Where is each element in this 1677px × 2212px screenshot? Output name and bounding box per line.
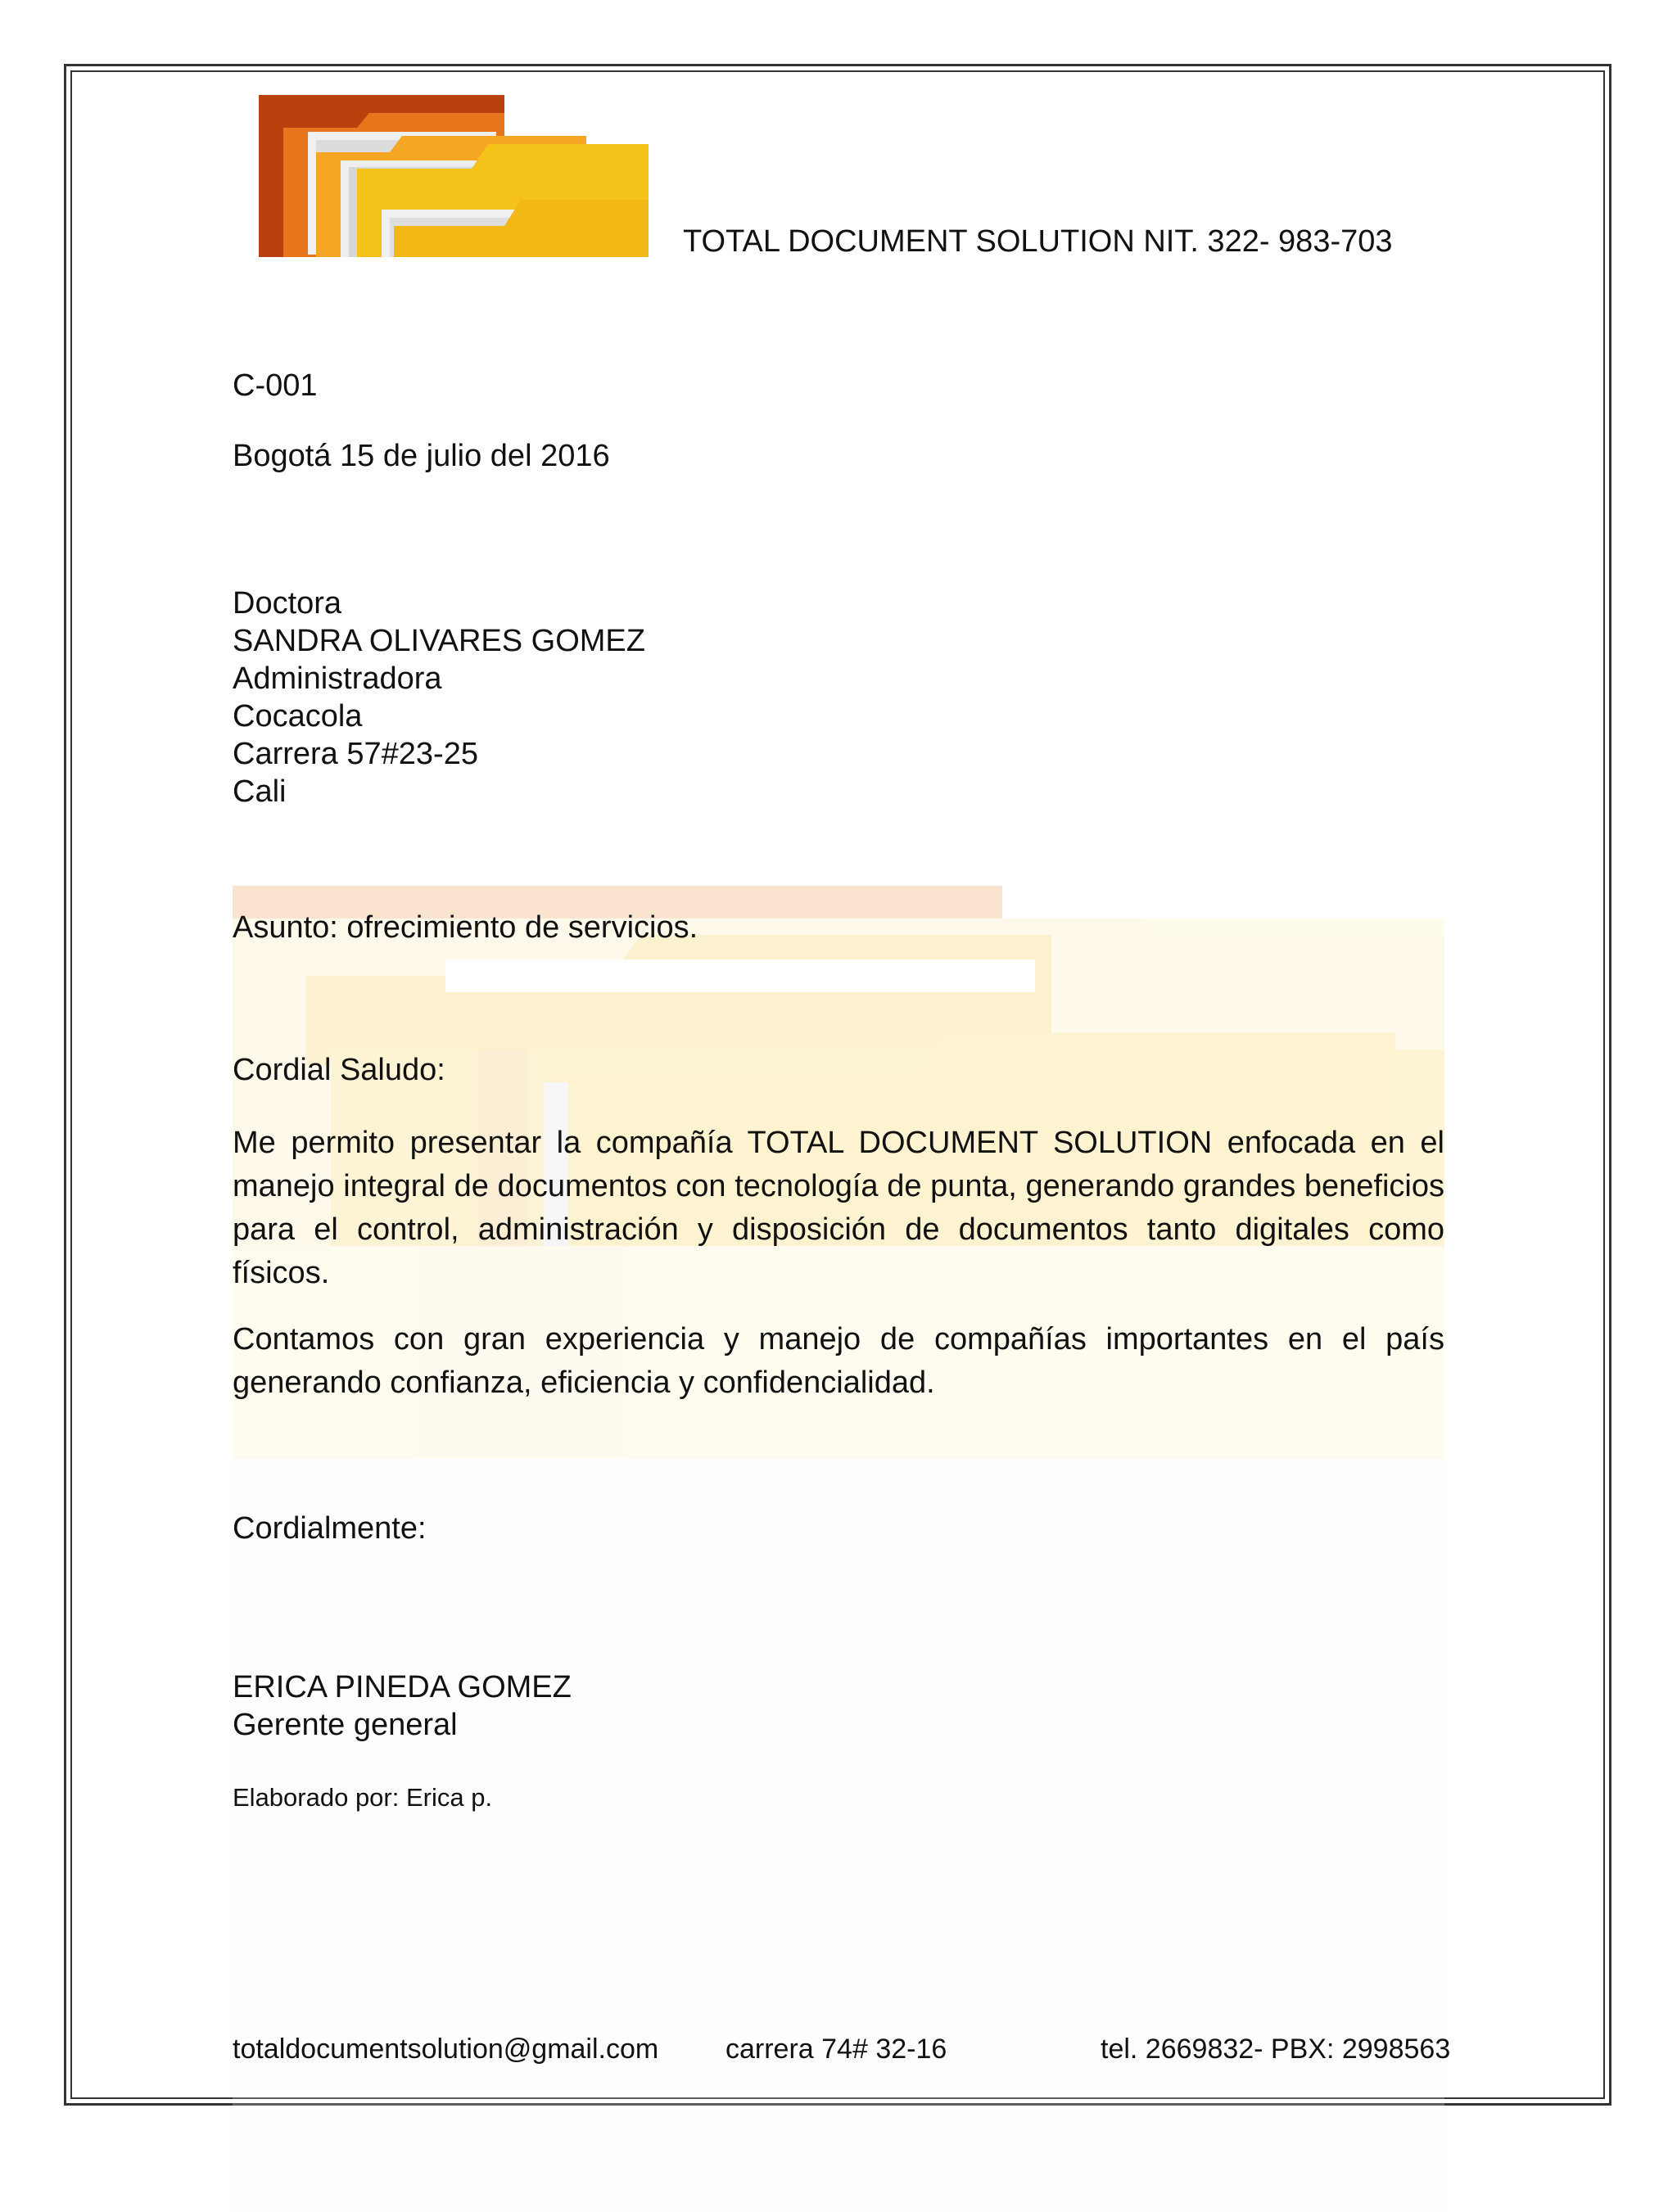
- company-header: TOTAL DOCUMENT SOLUTION NIT. 322- 983-703: [683, 224, 1393, 259]
- letter-paragraph-1: Me permito presentar la compañía TOTAL DOCUMENT SOLUTION enfocada en el manejo integral de documentos con tecnología de punta, generando grandes beneficios para el control, administración y disposición de documentos tanto digitales como físicos.: [233, 1126, 1444, 1290]
- footer-email: totaldocumentsolution@gmail.com: [233, 2034, 659, 2065]
- footer-address: carrera 74# 32-16: [725, 2034, 947, 2065]
- letter-subject: Asunto: ofrecimiento de servicios.: [233, 910, 698, 945]
- recipient-address: Carrera 57#23-25: [233, 737, 478, 771]
- recipient-city: Cali: [233, 774, 287, 809]
- recipient-title: Doctora: [233, 586, 342, 621]
- folders-logo-icon: [259, 95, 649, 257]
- signature-block: [233, 1668, 572, 1744]
- footer-phone: tel. 2669832- PBX: 2998563: [1101, 2034, 1451, 2065]
- signer-title: Gerente general: [233, 1708, 458, 1742]
- prepared-by: Elaborado por: Erica p.: [233, 1783, 493, 1812]
- letter-code: C-001: [233, 368, 318, 403]
- recipient-position: Administradora: [233, 661, 442, 696]
- recipient-block: [233, 585, 645, 810]
- letter-greeting: Cordial Saludo:: [233, 1053, 445, 1087]
- letter-closing: Cordialmente:: [233, 1511, 427, 1546]
- recipient-name: SANDRA OLIVARES GOMEZ: [233, 624, 645, 658]
- recipient-company: Cocacola: [233, 699, 363, 734]
- signer-name: ERICA PINEDA GOMEZ: [233, 1670, 572, 1704]
- letter-paragraph-2: Contamos con gran experiencia y manejo de compañías importantes en el país generando confianza, eficiencia y confidencialidad.: [233, 1322, 1444, 1400]
- letter-date: Bogotá 15 de julio del 2016: [233, 439, 610, 473]
